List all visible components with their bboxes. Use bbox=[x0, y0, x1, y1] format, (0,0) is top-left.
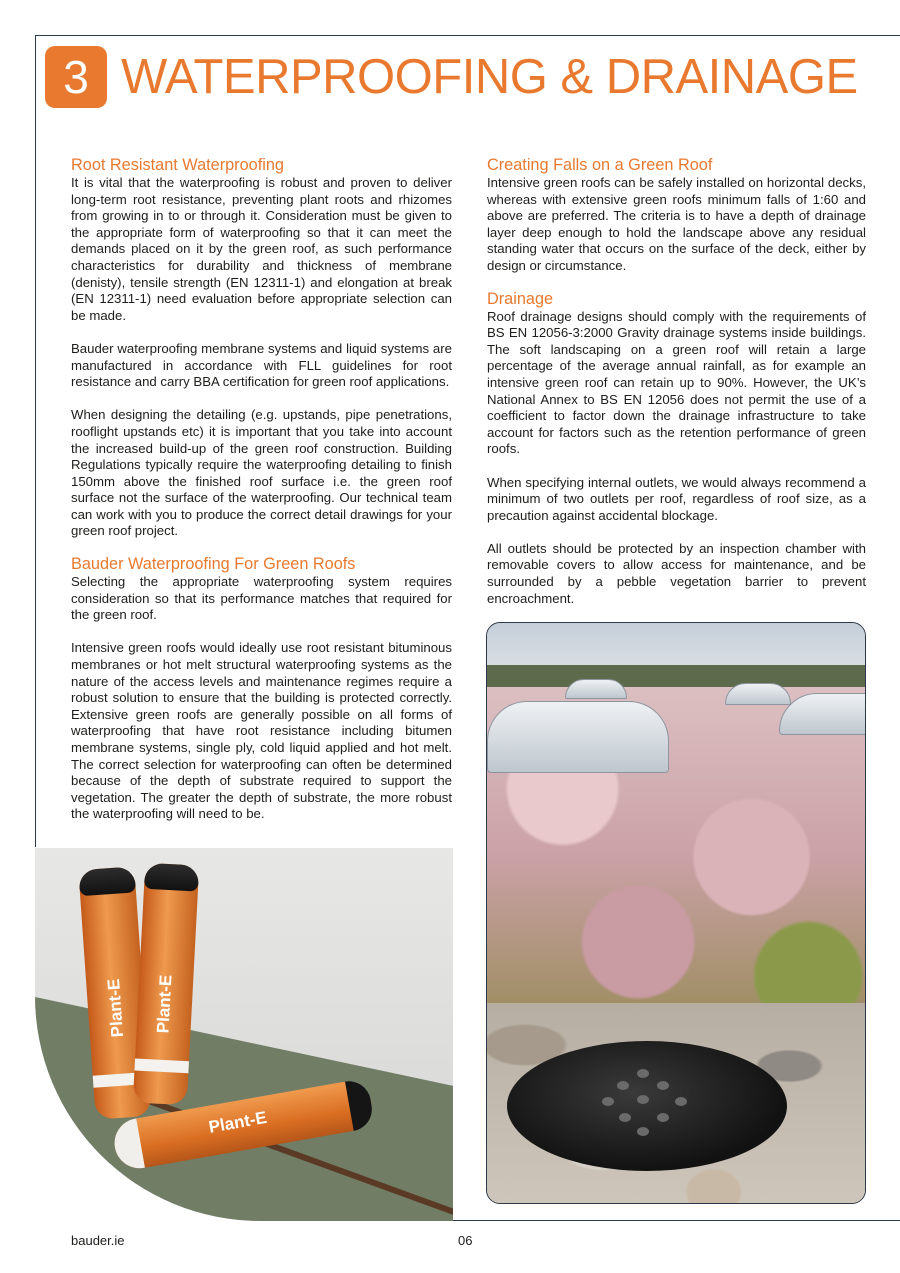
body-paragraph: Selecting the appropriate waterproofing system requires consideration so that its performance matches that required for the green roof. bbox=[71, 574, 452, 623]
body-paragraph: Bauder waterproofing membrane systems and liquid systems are manufactured in accordance with FLL guidelines for root resistance and carry BBA certification for green roof applications. bbox=[71, 340, 452, 390]
roll-band bbox=[134, 1058, 189, 1073]
roll-cap bbox=[144, 863, 199, 892]
body-paragraph: Intensive green roofs would ideally use root resistant bituminous membranes or hot melt structural waterproofing systems as the nature of the access levels and maintenance regimes require a robust solution to ensure that the building is protected correctly. Extensive green roofs are generally possible on all forms of waterproofing that have root resistance including bitumen membrane systems, single ply, cold liquid applied and hot melt. The correct selection for waterproofing can often be determined because of the depth of substrate required to support the vegetation. The greater the depth of substrate, the more robust the waterproofing will need to be. bbox=[71, 640, 452, 822]
body-paragraph: When designing the detailing (e.g. upstands, pipe penetrations, rooflight upstands etc) it is important that you take into account the increased build-up of the green roof construction. Building Regulations typically require the waterproofing detailing to finish 150mm above the finished roof surface i.e. the green roof surface not the surface of the waterproofing. Our technical team can work with you to produce the correct detail drawings for your green roof project. bbox=[71, 407, 452, 539]
body-paragraph: It is vital that the waterproofing is robust and proven to deliver long-term root resistance, preventing plant roots and rhizomes from growing in to or through it. Consideration must be given to the appropriate form of waterproofing so that it can meet the demands placed on it by the green roof, as such performance characteristics for durability and thickness of membrane (denisty), tensile strength (EN 12311-1) and elongation at break (EN 12311-1) need evaluation before appropriate selection can be made. bbox=[71, 175, 452, 323]
green-roof-drainage-photo bbox=[486, 622, 866, 1204]
page-number: 06 bbox=[458, 1233, 473, 1248]
section-heading: Creating Falls on a Green Roof bbox=[487, 156, 713, 174]
body-paragraph: Roof drainage designs should comply with the requirements of BS EN 12056-3:2000 Gravity drainage systems inside buildings. The soft landscaping on a green roof will retain a large percentage of the average annual rainfall, as for example an intensive green roof can retain up to 90%. However, the UK’s National Annex to BS EN 12056 does not permit the use of a coefficient to factor down the drainage infrastructure to take account for factors such as the retention performance of green roofs. bbox=[487, 308, 866, 457]
section-heading: Drainage bbox=[487, 289, 554, 308]
footer-website: bauder.ie bbox=[71, 1233, 125, 1248]
section-heading: Bauder Waterproofing For Green Roofs bbox=[71, 555, 356, 574]
body-paragraph: When specifying internal outlets, we would always recommend a minimum of two outlets per roof, regardless of roof size, as a precaution against accidental blockage. bbox=[487, 474, 866, 523]
product-rolls-photo bbox=[35, 848, 453, 1221]
frame-left-rule bbox=[35, 35, 36, 847]
frame-top-rule bbox=[35, 35, 900, 36]
roll-label: Plant-E bbox=[207, 1107, 269, 1137]
body-paragraph: All outlets should be protected by an inspection chamber with removable covers to allow access for maintenance, and be surrounded by a pebble vegetation barrier to prevent encroachment. bbox=[487, 540, 866, 606]
body-paragraph: Intensive green roofs can be safely installed on horizontal decks, whereas with extensive green roofs minimum falls of 1:60 and above are preferred. The criteria is to have a depth of drainage layer deep enough to hold the landscape above any residual standing water that occurs on the surface of the deck, either by design or circumstance. bbox=[487, 175, 866, 273]
left-column bbox=[71, 155, 452, 840]
section-heading: Root Resistant Waterproofing bbox=[71, 156, 284, 174]
roll-cap bbox=[78, 866, 136, 896]
page-title: WATERPROOFING & DRAINAGE bbox=[121, 50, 858, 104]
rooflight-dome bbox=[487, 701, 669, 773]
section-number-badge: 3 bbox=[45, 46, 107, 108]
rooflight-dome bbox=[725, 683, 791, 705]
roll-label: Plant-E bbox=[153, 974, 176, 1034]
roll-label: Plant-E bbox=[104, 978, 128, 1038]
drain-outlet-cover bbox=[507, 1041, 787, 1171]
right-column bbox=[487, 155, 866, 624]
rooflight-dome bbox=[565, 679, 627, 699]
